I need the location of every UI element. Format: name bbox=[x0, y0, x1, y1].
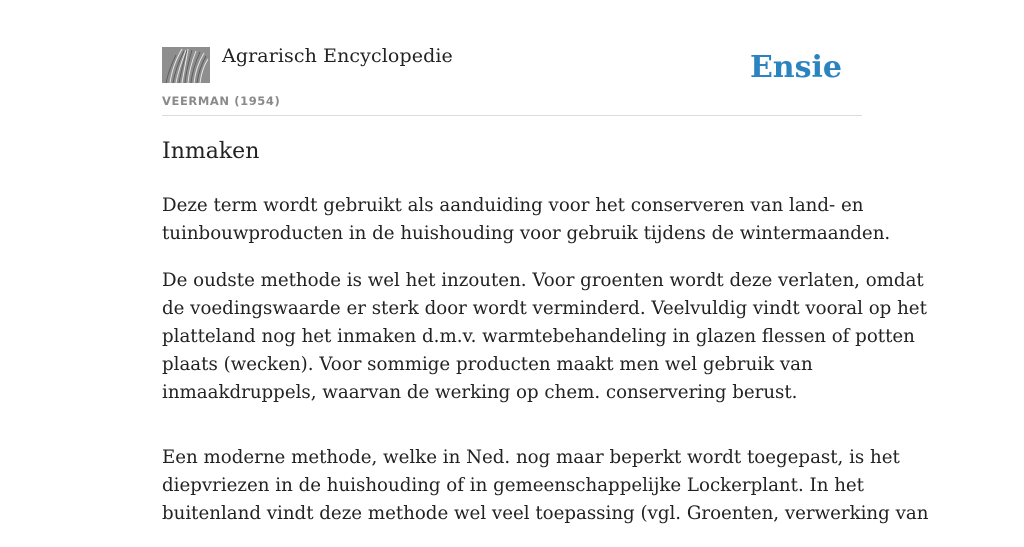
text-line: diepvriezen in de huishouding of in gemeenschappelijke Lockerplant. In het bbox=[162, 475, 864, 496]
paragraph-3 bbox=[162, 444, 929, 528]
text-line: de voedingswaarde er sterk door wordt verminderd. Veelvuldig vindt vooral op het bbox=[162, 298, 927, 319]
text-line: De oudste methode is wel het inzouten. Voor groenten wordt deze verlaten, omdat bbox=[162, 270, 924, 291]
ensie-logo-link[interactable]: Ensie bbox=[749, 50, 842, 85]
text-line: tuinbouwproducten in de huishouding voor gebruik tijdens de wintermaanden. bbox=[162, 223, 891, 244]
source-header bbox=[162, 0, 862, 116]
article-title: Inmaken bbox=[162, 139, 260, 164]
text-line: Deze term wordt gebruikt als aanduiding voor het conserveren van land- en bbox=[162, 195, 864, 216]
source-name[interactable]: Agrarisch Encyclopedie bbox=[222, 45, 453, 67]
paragraph-1 bbox=[162, 192, 891, 248]
text-line: Een moderne methode, welke in Ned. nog maar beperkt wordt toegepast, is het bbox=[162, 447, 900, 468]
source-byline: VEERMAN (1954) bbox=[162, 94, 281, 108]
text-line: platteland nog het inmaken d.m.v. warmtebehandeling in glazen flessen of potten bbox=[162, 326, 915, 347]
text-line: buitenland vindt deze methode wel veel toepassing (vgl. Groenten, verwerking van bbox=[162, 503, 929, 524]
article-body bbox=[162, 192, 929, 547]
content-column bbox=[162, 0, 929, 524]
paragraph-2 bbox=[162, 267, 927, 407]
text-line: inmaakdruppels, waarvan de werking op chem. conservering berust. bbox=[162, 382, 798, 403]
text-line: plaats (wecken). Voor sommige producten maakt men wel gebruik van bbox=[162, 354, 813, 375]
wheat-engraving-icon[interactable] bbox=[162, 47, 210, 83]
